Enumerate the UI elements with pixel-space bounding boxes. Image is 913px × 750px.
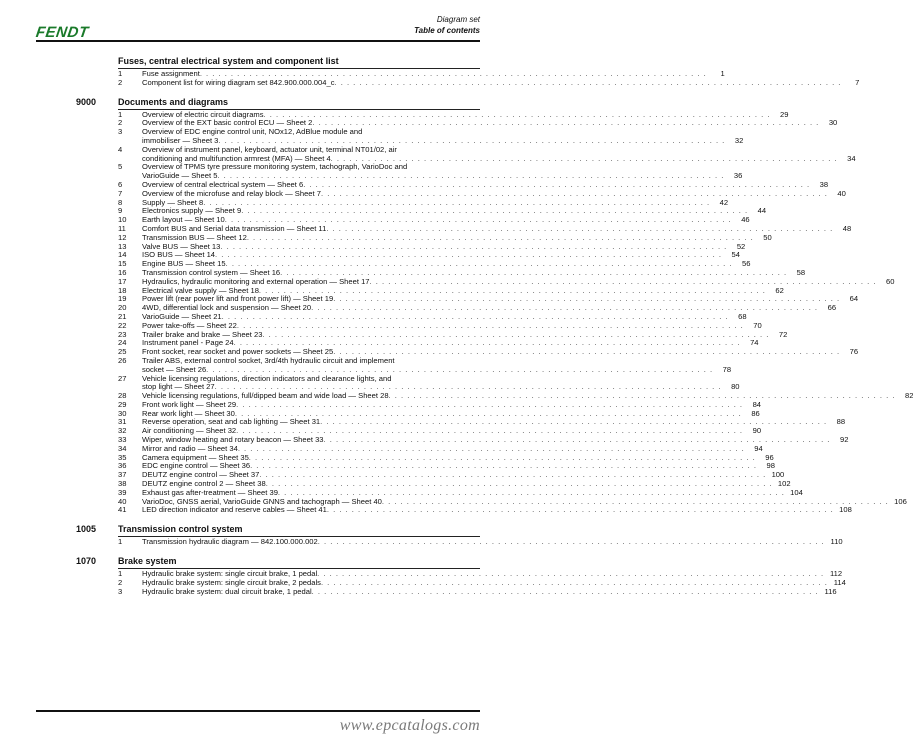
entry-title: LED direction indicator and reserve cables — Sheet 41 (142, 505, 327, 515)
toc-section (76, 96, 913, 516)
entry-number: 35 (118, 452, 127, 462)
entry-number: 24 (118, 338, 127, 348)
entry-title: Rear work light — Sheet 30 (142, 408, 235, 418)
section-title: Brake system (118, 556, 177, 567)
entry-number: 2 (118, 77, 123, 87)
header-title-block (414, 14, 480, 36)
entry-title: DEUTZ engine control — Sheet 37 (142, 470, 260, 480)
entry-title: Wiper, window heating and rotary beacon — Sheet 33 (142, 435, 324, 445)
entry-title: Fuse assignment (142, 69, 200, 78)
entry-page-number: 76 (849, 347, 859, 357)
entry-number: 2 (118, 118, 123, 128)
dot-leader (318, 538, 825, 547)
entry-title: Overview of the microfuse and relay block — Sheet 7 (142, 188, 321, 198)
entry-title: Overview of central electrical system — Sheet 6 (142, 179, 304, 189)
entry-title: Exhaust gas after-treatment — Sheet 39 (142, 487, 278, 497)
entry-title: Instrument panel - Page 24 (142, 338, 234, 348)
entry-number: 20 (118, 303, 127, 313)
header-title-line2: Table of contents (414, 26, 480, 35)
entry-number: 21 (118, 311, 127, 321)
entry-title: Overview of TPMS tyre pressure monitoring system, tachograph, VarioDoc and (142, 162, 408, 172)
entry-number: 3 (118, 586, 123, 596)
entry-number: 19 (118, 294, 127, 304)
entry-number: 13 (118, 241, 127, 251)
entry-number: 15 (118, 259, 127, 269)
entry-number: 33 (118, 435, 127, 445)
entry-number: 22 (118, 320, 127, 330)
entry-title: Comfort BUS and Serial data transmission — Sheet 11 (142, 223, 327, 233)
section-heading (80, 56, 480, 67)
entry-title: Overview of electric circuit diagrams (142, 109, 264, 119)
toc-entry[interactable] (80, 127, 744, 146)
entry-title: Trailer brake and brake — Sheet 23 (142, 329, 263, 339)
entry-page-number: 68 (738, 311, 747, 321)
section-heading (76, 556, 480, 567)
table-of-contents (76, 56, 913, 605)
entry-title: EDC engine control — Sheet 36 (142, 461, 251, 471)
entry-page-number: 98 (766, 461, 775, 471)
entry-page-number: 1 (720, 69, 725, 78)
toc-entry[interactable] (80, 373, 740, 393)
entry-page-number: 32 (734, 135, 744, 145)
entry-page-number: 72 (778, 329, 788, 339)
entry-page-number: 42 (719, 197, 729, 207)
entry-page-number: 40 (837, 188, 846, 198)
entry-page-number: 7 (855, 77, 860, 87)
entry-number: 28 (118, 391, 127, 401)
entry-number: 30 (118, 408, 127, 418)
entry-title: Engine BUS — Sheet 15 (142, 259, 226, 269)
entry-page-number: 104 (790, 487, 803, 497)
entry-number: 25 (118, 347, 127, 357)
entry-title: DEUTZ engine control 2 — Sheet 38 (142, 479, 266, 489)
entry-title: immobiliser — Sheet 3 (142, 135, 219, 145)
entry-page-number: 62 (775, 285, 784, 295)
entry-page-number: 102 (777, 479, 791, 489)
entry-title: ISO BUS — Sheet 14 (142, 250, 216, 260)
entry-number: 23 (118, 329, 127, 339)
entry-number: 12 (118, 232, 127, 242)
entry-title: Transmission control system — Sheet 16 (142, 267, 281, 277)
entry-number: 1 (118, 569, 123, 579)
entry-title: Earth layout — Sheet 10 (142, 215, 225, 225)
entry-title: Supply — Sheet 8 (142, 197, 204, 207)
entry-number: 9 (118, 206, 123, 216)
entry-number: 3 (118, 127, 123, 137)
entry-title: Front socket, rear socket and power sockets — Sheet 25 (142, 347, 334, 357)
section-heading (76, 96, 480, 108)
toc-section (80, 56, 860, 88)
entry-page-number: 96 (765, 452, 774, 462)
entry-number: 36 (118, 461, 127, 471)
entry-page-number: 46 (741, 215, 750, 225)
entry-title: socket — Sheet 26 (142, 364, 207, 374)
toc-section (76, 524, 843, 547)
entry-title: Power take-offs — Sheet 22 (142, 320, 237, 330)
entry-number: 8 (118, 197, 123, 207)
section-code: 1070 (76, 556, 97, 567)
entry-page-number: 70 (753, 320, 762, 330)
entry-page-number: 52 (736, 241, 746, 251)
entry-title: Hydraulic brake system: dual circuit brake, 1 pedal (142, 586, 312, 596)
entry-title: Vehicle licensing regulations, direction indicators and clearance lights, and (142, 373, 392, 383)
entry-number: 2 (118, 577, 123, 587)
entry-title: Transmission hydraulic diagram — 842.100.000.002 (142, 537, 318, 547)
entry-number: 18 (118, 285, 127, 295)
entry-number: 1 (118, 109, 123, 119)
section-title: Documents and diagrams (118, 96, 229, 107)
brand-logo: FENDT (34, 24, 90, 41)
entry-page-number: 74 (750, 338, 759, 348)
entry-page-number: 60 (885, 276, 895, 286)
entry-page-number: 38 (819, 179, 829, 189)
entry-title: Vehicle licensing regulations, full/dipped beam and wide load — Sheet 28 (142, 391, 389, 401)
entry-title: Front work light — Sheet 29 (142, 399, 237, 409)
entry-title: Overview of the EXT basic control ECU — Sheet 2 (142, 118, 313, 128)
entry-number: 34 (118, 443, 127, 453)
entry-page-number: 30 (828, 118, 838, 128)
entry-number: 29 (118, 399, 127, 409)
entry-title: Overview of instrument panel, keyboard, actuator unit, terminal NT01/02, air (142, 144, 397, 154)
entry-page-number: 100 (771, 470, 785, 480)
entry-page-number: 84 (752, 399, 762, 409)
entry-page-number: 90 (752, 426, 762, 436)
entry-number: 32 (118, 426, 127, 436)
entry-page-number: 64 (849, 294, 859, 304)
entry-title: 4WD, differential lock and suspension — Sheet 20 (142, 303, 312, 313)
entry-page-number: 58 (796, 267, 806, 277)
entry-number: 4 (118, 144, 123, 154)
header-divider (36, 40, 480, 42)
entry-title: Camera equipment — Sheet 35 (142, 452, 249, 462)
section-title: Fuses, central electrical system and component list (118, 56, 339, 66)
entry-page-number: 66 (827, 303, 837, 313)
entry-title: Power lift (rear power lift and front power lift) — Sheet 19 (142, 294, 334, 304)
entry-page-number: 82 (905, 391, 913, 401)
entry-page-number: 106 (894, 496, 907, 506)
section-heading (76, 524, 480, 535)
entry-page-number: 36 (733, 171, 743, 181)
dot-leader (312, 119, 819, 128)
toc-section (76, 556, 846, 596)
entry-title: conditioning and multifunction armrest (MFA) — Sheet 4 (142, 153, 331, 163)
dot-leader (335, 79, 842, 88)
dot-leader (327, 506, 834, 515)
entry-page-number: 112 (829, 569, 843, 579)
dot-leader (312, 588, 819, 597)
page-header (0, 0, 520, 46)
entry-page-number: 86 (751, 408, 760, 418)
entry-number: 6 (118, 179, 123, 189)
entry-number: 5 (118, 162, 123, 172)
section-code: 9000 (76, 96, 97, 107)
header-title-line1: Diagram set (436, 15, 480, 24)
entry-number: 7 (118, 188, 123, 198)
entry-page-number: 110 (830, 537, 843, 547)
entry-number: 1 (118, 537, 123, 547)
section-code: 1005 (76, 524, 97, 535)
entry-page-number: 94 (754, 443, 763, 453)
entry-title: Air conditioning — Sheet 32 (142, 426, 237, 436)
entry-title: Reverse operation, seat and cab lighting — Sheet 31 (142, 417, 321, 427)
entry-page-number: 50 (763, 232, 772, 242)
entry-title: Hydraulic brake system: single circuit brake, 2 pedals (142, 577, 321, 587)
dot-leader (333, 348, 840, 357)
entry-title: Hydraulic brake system: single circuit brake, 1 pedal (142, 569, 318, 579)
toc-entry[interactable] (80, 537, 843, 547)
toc-entry[interactable] (80, 144, 856, 164)
entry-title: Overview of EDC engine control unit, NOx12, AdBlue module and (142, 127, 363, 137)
entry-page-number: 56 (742, 259, 751, 269)
entry-number: 11 (118, 223, 126, 233)
entry-page-number: 48 (842, 223, 852, 233)
toc-entry[interactable] (80, 162, 743, 181)
entry-number: 37 (118, 470, 127, 480)
entry-page-number: 34 (847, 153, 856, 163)
toc-entry[interactable] (80, 77, 860, 88)
entry-number: 39 (118, 487, 127, 497)
entry-title: Mirror and radio — Sheet 34 (142, 443, 238, 453)
entry-title: VarioGuide — Sheet 21 (142, 311, 222, 321)
entry-title: Transmission BUS — Sheet 12 (142, 232, 247, 242)
toc-entry[interactable] (80, 505, 852, 515)
entry-number: 38 (118, 479, 127, 489)
footer-divider (36, 710, 480, 712)
toc-entry[interactable] (80, 355, 732, 375)
toc-entry[interactable] (80, 586, 837, 597)
entry-title: Electrical valve supply — Sheet 18 (142, 285, 259, 295)
entry-number: 40 (118, 496, 127, 506)
entry-page-number: 29 (780, 109, 789, 119)
entry-page-number: 116 (824, 586, 837, 596)
entry-page-number: 88 (836, 417, 846, 427)
entry-number: 1 (118, 69, 123, 78)
entry-page-number: 92 (839, 435, 849, 445)
entry-page-number: 108 (839, 505, 852, 515)
entry-title: stop light — Sheet 27 (142, 382, 215, 392)
entry-title: VarioDoc, GNSS aerial, VarioGuide GNNS and tachograph — Sheet 40 (142, 496, 382, 506)
entry-page-number: 80 (731, 382, 740, 392)
entry-title: Hydraulics, hydraulic monitoring and external operation — Sheet 17 (142, 276, 370, 286)
entry-number: 26 (118, 355, 127, 365)
entry-page-number: 78 (722, 364, 732, 374)
entry-number: 14 (118, 250, 127, 260)
entry-number: 27 (118, 373, 127, 383)
section-title: Transmission control system (118, 524, 243, 535)
entry-title: Component list for wiring diagram set 842.900.000.004_c (142, 77, 335, 87)
footer-website-link[interactable]: www.epcatalogs.com (339, 717, 480, 734)
entry-page-number: 44 (757, 206, 767, 216)
entry-title: Trailer ABS, external control socket, 3rd/4th hydraulic circuit and implement (142, 355, 395, 365)
entry-page-number: 114 (833, 577, 846, 587)
entry-title: Electronics supply — Sheet 9 (142, 206, 242, 216)
entry-title: VarioGuide — Sheet 5 (142, 171, 218, 181)
entry-number: 41 (118, 505, 127, 515)
entry-number: 16 (118, 267, 127, 277)
entry-page-number: 54 (731, 250, 740, 260)
entry-number: 31 (118, 417, 127, 427)
entry-title: Valve BUS — Sheet 13 (142, 241, 221, 251)
entry-number: 10 (118, 215, 127, 225)
entry-number: 17 (118, 276, 127, 286)
